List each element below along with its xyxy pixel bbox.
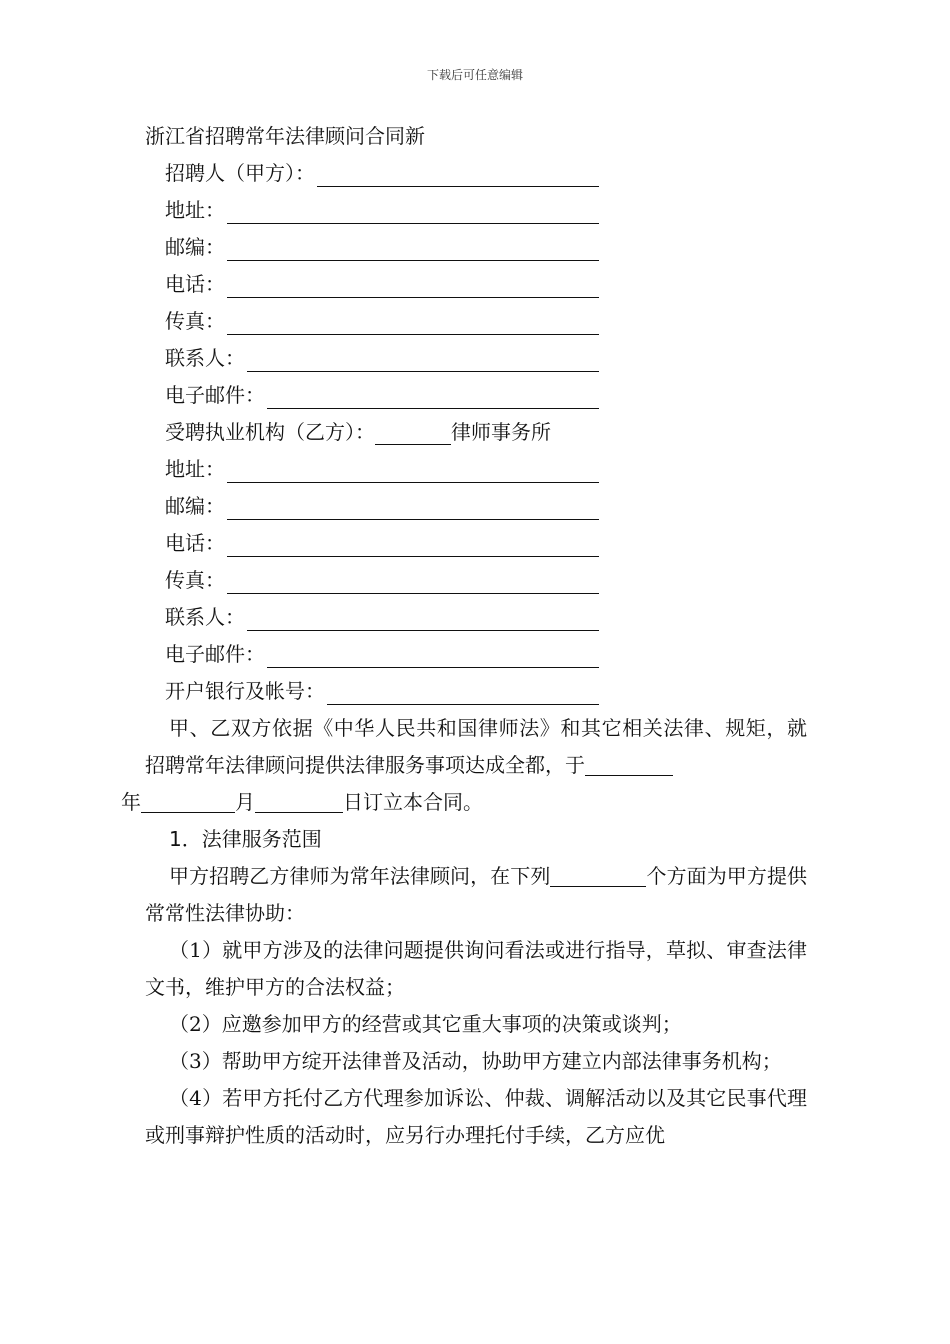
intro-month-blank [141, 788, 235, 813]
party-a-phone-field [145, 266, 599, 303]
contract-document [121, 118, 808, 1154]
party-b-firm-blank [375, 420, 451, 445]
party-a-fax-label: 传真： [165, 309, 225, 333]
intro-paragraph [121, 710, 807, 821]
party-a-address-blank [227, 197, 599, 224]
party-a-contact-label: 联系人： [165, 346, 245, 370]
party-a-address-label: 地址： [165, 198, 225, 222]
section-1-lead-text: 甲方招聘乙方律师为常年法律顾问，在下列 [169, 864, 551, 888]
section-1-item: （4）若甲方托付乙方代理参加诉讼、仲裁、调解活动以及其它民事代理或刑事辩护性质的活动时，应另行办理托付手续，乙方应优 [145, 1086, 807, 1147]
document-title: 浙江省招聘常年法律顾问合同新 [145, 124, 425, 148]
party-a-field [145, 155, 599, 192]
party-a-phone-blank [227, 271, 599, 298]
party-b-bank-blank [327, 678, 599, 705]
intro-day-blank [255, 788, 343, 813]
section-1-item: （3）帮助甲方绽开法律普及活动，协助甲方建立内部法律事务机构； [169, 1049, 782, 1073]
party-b-contact-blank [247, 604, 599, 631]
party-b-postcode-label: 邮编： [165, 494, 225, 518]
party-a-postcode-label: 邮编： [165, 235, 225, 259]
party-b-email-blank [267, 641, 599, 668]
party-a-label: 招聘人（甲方）： [165, 161, 315, 185]
section-1-count-blank [550, 862, 646, 887]
section-1-lead-text-end: 个方面为甲方提供常常性法律协助： [145, 864, 808, 925]
party-a-phone-label: 电话： [165, 272, 225, 296]
party-a-email-field [145, 377, 599, 414]
party-b-address-blank [227, 456, 599, 483]
party-a-fax-field [145, 303, 599, 340]
party-a-email-label: 电子邮件： [165, 383, 265, 407]
party-a-address-field [145, 192, 599, 229]
intro-text: 甲、乙双方依据《中华人民共和国律师法》和其它相关法律、规矩，就招聘常年法律顾问提供法律服务事项达成全都，于 [145, 716, 807, 777]
section-1-heading: 1．法律服务范围 [169, 827, 322, 851]
party-b-field [145, 414, 599, 451]
party-a-contact-blank [247, 345, 599, 372]
party-b-label-suffix: 律师事务所 [451, 420, 551, 444]
intro-month-label: 月 [235, 790, 255, 814]
party-b-postcode-field [145, 488, 599, 525]
party-a-postcode-field [145, 229, 599, 266]
party-b-contact-label: 联系人： [165, 605, 245, 629]
party-b-postcode-blank [227, 493, 599, 520]
party-a-blank [317, 160, 599, 187]
party-b-label: 受聘执业机构（乙方）： [165, 420, 375, 444]
section-1-item: （1）就甲方涉及的法律问题提供询问看法或进行指导，草拟、审查法律文书，维护甲方的合法权益； [145, 938, 807, 999]
party-b-fax-field [145, 562, 599, 599]
intro-date-blank [585, 751, 673, 776]
party-b-fax-blank [227, 567, 599, 594]
party-b-bank-label: 开户银行及帐号： [165, 679, 325, 703]
party-a-contact-field [145, 340, 599, 377]
party-b-address-field [145, 451, 599, 488]
party-b-email-label: 电子邮件： [165, 642, 265, 666]
party-a-postcode-blank [227, 234, 599, 261]
page-header-note: 下载后可任意编辑 [426, 68, 523, 82]
party-b-phone-field [145, 525, 599, 562]
intro-year-label: 年 [121, 790, 141, 814]
party-a-email-blank [267, 382, 599, 409]
section-1-item: （2）应邀参加甲方的经营或其它重大事项的决策或谈判； [169, 1012, 682, 1036]
party-b-phone-blank [227, 530, 599, 557]
intro-day-label: 日订立本合同。 [343, 790, 483, 814]
party-b-address-label: 地址： [165, 457, 225, 481]
section-1-lead [145, 858, 807, 932]
party-b-contact-field [145, 599, 599, 636]
party-a-fax-blank [227, 308, 599, 335]
party-b-bank-field [145, 673, 599, 710]
party-b-email-field [145, 636, 599, 673]
party-b-phone-label: 电话： [165, 531, 225, 555]
party-b-fax-label: 传真： [165, 568, 225, 592]
